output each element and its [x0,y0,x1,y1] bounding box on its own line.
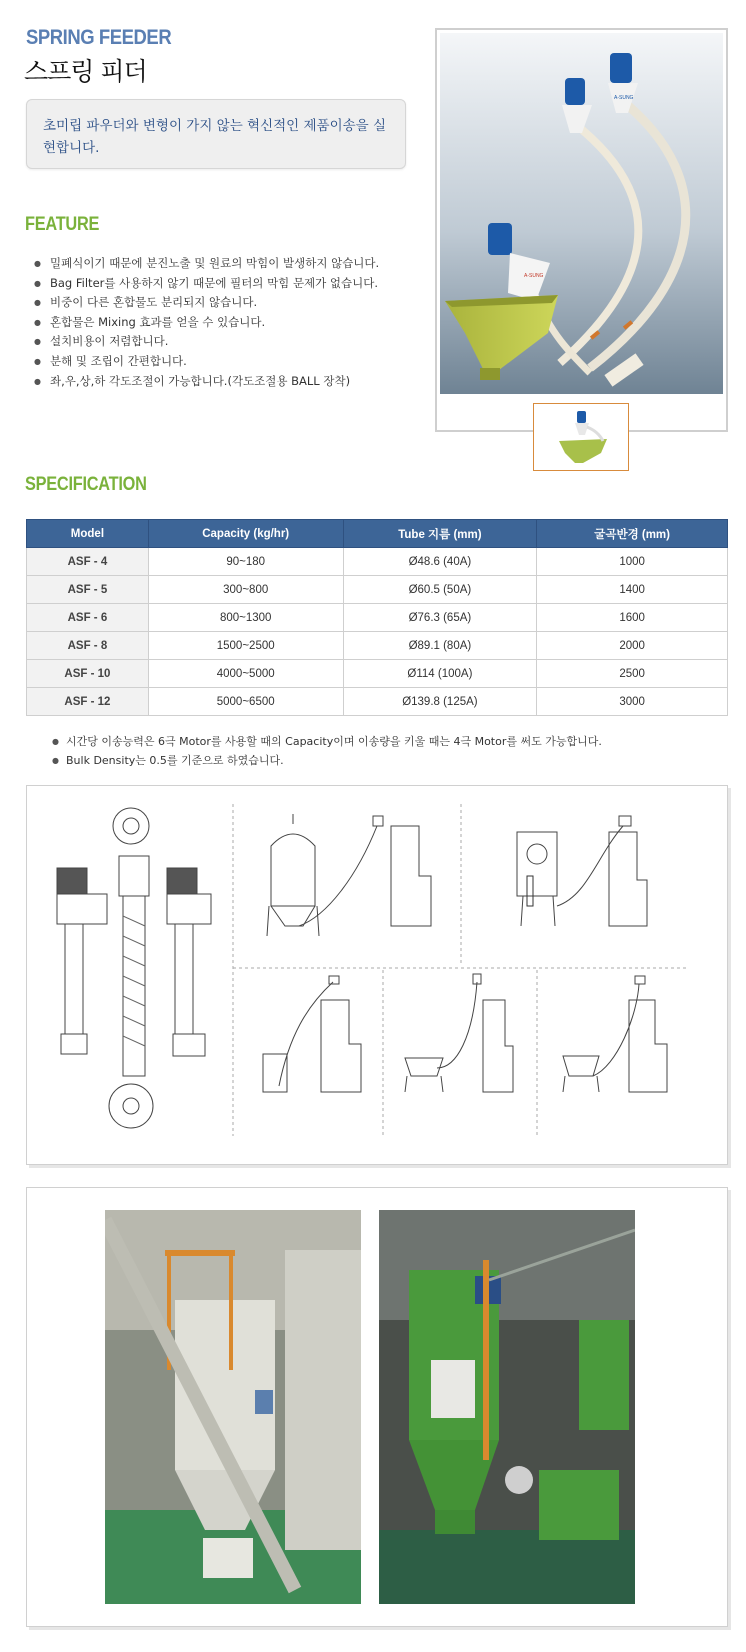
tube-diameter-cell: Ø48.6 (40A) [343,548,537,576]
layout-diagram [563,976,667,1092]
product-image-frame [435,28,728,432]
column-header: 굴곡반경 (mm) [537,520,728,548]
factory-photo-hopper [379,1210,635,1604]
installation-diagrams [27,786,727,1164]
installation-photo-panel [26,1187,728,1627]
tube-diameter-cell: Ø89.1 (80A) [343,632,537,660]
installation-diagram-panel [26,785,728,1165]
model-cell: ASF - 10 [27,660,149,688]
bend-radius-cell: 1000 [537,548,728,576]
spring-feeder-product-image [440,33,723,394]
bend-radius-cell: 1400 [537,576,728,604]
factory-photo-dryer [105,1210,361,1604]
feature-list [32,254,379,391]
tube-diameter-cell: Ø76.3 (65A) [343,604,537,632]
layout-diagram [267,814,431,936]
capacity-cell: 1500~2500 [148,632,343,660]
model-cell: ASF - 5 [27,576,149,604]
feature-item: ● 비중이 다른 혼합물도 분리되지 않습니다. [32,293,379,313]
table-row [27,576,728,604]
capacity-cell: 800~1300 [148,604,343,632]
technical-drawing [57,808,211,1128]
feature-item: ● Bag Filter를 사용하지 않기 때문에 필터의 막힘 문제가 없습니다. [32,274,379,294]
table-row [27,660,728,688]
svg-text:A-SUNG: A-SUNG [614,95,634,101]
table-header-row [27,520,728,548]
column-header: Tube 지름 (mm) [343,520,537,548]
specification-table [26,519,728,716]
page-title-korean: 스프링 피더 [24,57,147,86]
bend-radius-cell: 2000 [537,632,728,660]
feature-item: ● 혼합물은 Mixing 효과를 얻을 수 있습니다. [32,313,379,333]
capacity-cell: 90~180 [148,548,343,576]
tube-diameter-cell: Ø114 (100A) [343,660,537,688]
model-cell: ASF - 4 [27,548,149,576]
layout-diagram [405,974,513,1092]
tube-diameter-cell: Ø60.5 (50A) [343,576,537,604]
feature-item: ● 좌,우,상,하 각도조절이 가능합니다.(각도조절용 BALL 장착) [32,372,379,392]
layout-diagram [263,976,361,1092]
layout-diagram [517,816,647,926]
capacity-cell: 300~800 [148,576,343,604]
spec-note: ● 시간당 이송능력은 6극 Motor를 사용할 때의 Capacity이며 이송량을 키울 때는 4극 Motor를 써도 가능합니다. [52,732,602,751]
column-header: Model [27,520,149,548]
model-cell: ASF - 6 [27,604,149,632]
table-row [27,548,728,576]
specification-heading: SPECIFICATION [25,474,147,495]
installation-photo-left [105,1210,361,1604]
spec-notes [52,732,602,770]
feature-item: ● 분해 및 조립이 간편합니다. [32,352,379,372]
thumbnail-image [537,407,625,467]
feature-item: ● 설치비용이 저렴합니다. [32,332,379,352]
model-cell: ASF - 8 [27,632,149,660]
page-title-english: SPRING FEEDER [26,26,172,49]
column-header: Capacity (kg/hr) [148,520,343,548]
tube-diameter-cell: Ø139.8 (125A) [343,688,537,716]
feature-heading: FEATURE [25,214,100,235]
brand-label: A-SUNG [524,273,544,279]
table-row [27,688,728,716]
spec-note: ● Bulk Density는 0.5를 기준으로 하였습니다. [52,751,602,770]
feature-item: ● 밀폐식이기 때문에 분진노출 및 원료의 막힘이 발생하지 않습니다. [32,254,379,274]
bend-radius-cell: 1600 [537,604,728,632]
table-row [27,632,728,660]
intro-box: 초미립 파우더와 변형이 가지 않는 혁신적인 제품이송을 실현합니다. [26,99,406,169]
table-row [27,604,728,632]
bend-radius-cell: 3000 [537,688,728,716]
bend-radius-cell: 2500 [537,660,728,688]
installation-photo-right [379,1210,635,1604]
product-thumbnail[interactable] [533,403,629,471]
capacity-cell: 5000~6500 [148,688,343,716]
capacity-cell: 4000~5000 [148,660,343,688]
model-cell: ASF - 12 [27,688,149,716]
